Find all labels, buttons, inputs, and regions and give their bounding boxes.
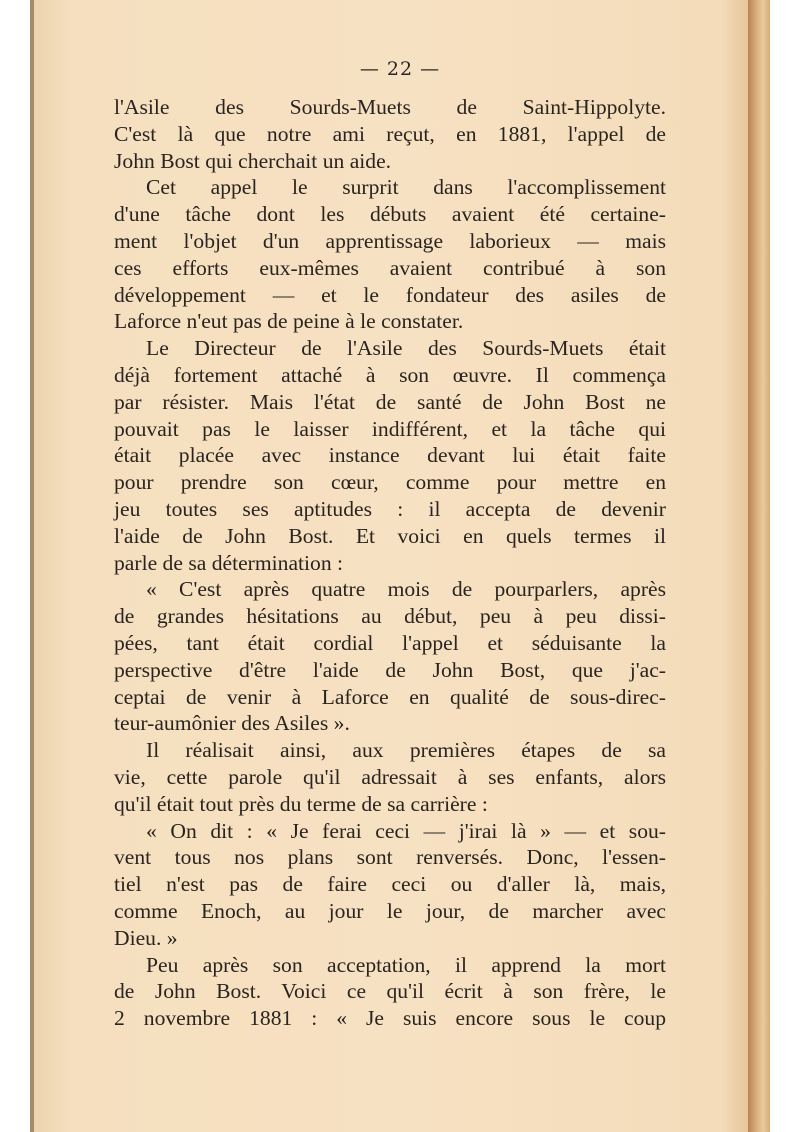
text-line: 2 novembre 1881 : « Je suis encore sous le coup <box>114 1006 666 1031</box>
binding-shadow <box>30 0 34 1132</box>
text-line: déjà fortement attaché à son œuvre. Il commença <box>114 362 666 387</box>
text-line: de John Bost. Voici ce qu'il écrit à son frère, le <box>114 979 666 1004</box>
text-line: pouvait pas le laisser indifférent, et la tâche qui <box>114 416 666 441</box>
text-line: Il réalisait ainsi, aux premières étapes de sa <box>146 738 666 763</box>
text-line: qu'il était tout près du terme de sa carrière : <box>114 791 488 816</box>
text-line: jeu toutes ses aptitudes : il accepta de devenir <box>114 496 666 521</box>
page-edge <box>748 0 770 1132</box>
text-line: développement — et le fondateur des asiles de <box>114 282 666 307</box>
text-line: pées, tant était cordial l'appel et séduisante la <box>114 630 666 655</box>
text-line: comme Enoch, au jour le jour, de marcher avec <box>114 898 666 923</box>
text-line: d'une tâche dont les débuts avaient été certaine- <box>114 202 666 227</box>
text-line: vie, cette parole qu'il adressait à ses enfants, alors <box>114 764 666 789</box>
text-line: Cet appel le surprit dans l'accomplissement <box>146 175 666 200</box>
text-line: ceptai de venir à Laforce en qualité de sous-direc- <box>114 684 666 709</box>
text-line: teur-aumônier des Asiles ». <box>114 711 350 736</box>
text-line: parle de sa détermination : <box>114 550 344 575</box>
text-line: par résister. Mais l'état de santé de John Bost ne <box>114 389 666 414</box>
text-line: ces efforts eux-mêmes avaient contribué à son <box>114 255 666 280</box>
text-line: de grandes hésitations au début, peu à peu dissi- <box>114 604 666 629</box>
text-line: « C'est après quatre mois de pourparlers, après <box>146 577 666 602</box>
text-line: était placée avec instance devant lui était faite <box>114 443 666 468</box>
book-page <box>30 0 770 1132</box>
text-line: vent tous nos plans sont renversés. Donc, l'essen- <box>114 845 666 870</box>
text-line: tiel n'est pas de faire ceci ou d'aller là, mais, <box>114 872 666 897</box>
text-line: Dieu. » <box>114 925 178 950</box>
page-number: — 22 — <box>359 58 441 80</box>
text-line: Le Directeur de l'Asile des Sourds-Muets était <box>146 336 666 361</box>
text-line: perspective d'être l'aide de John Bost, que j'ac- <box>114 657 666 682</box>
text-line: « On dit : « Je ferai ceci — j'irai là » — et sou- <box>146 818 666 843</box>
text-line: ment l'objet d'un apprentissage laborieux — mais <box>114 228 666 253</box>
text-line: Peu après son acceptation, il apprend la mort <box>146 952 666 977</box>
text-line: John Bost qui cherchait un aide. <box>114 148 392 173</box>
text-line: C'est là que notre ami reçut, en 1881, l'appel de <box>114 121 666 146</box>
body-text <box>114 94 666 1032</box>
text-line: l'aide de John Bost. Et voici en quels termes il <box>114 523 666 548</box>
text-line: Laforce n'eut pas de peine à le constater. <box>114 309 464 334</box>
text-line: pour prendre son cœur, comme pour mettre en <box>114 470 666 495</box>
text-line: l'Asile des Sourds-Muets de Saint-Hippolyte. <box>114 95 666 119</box>
